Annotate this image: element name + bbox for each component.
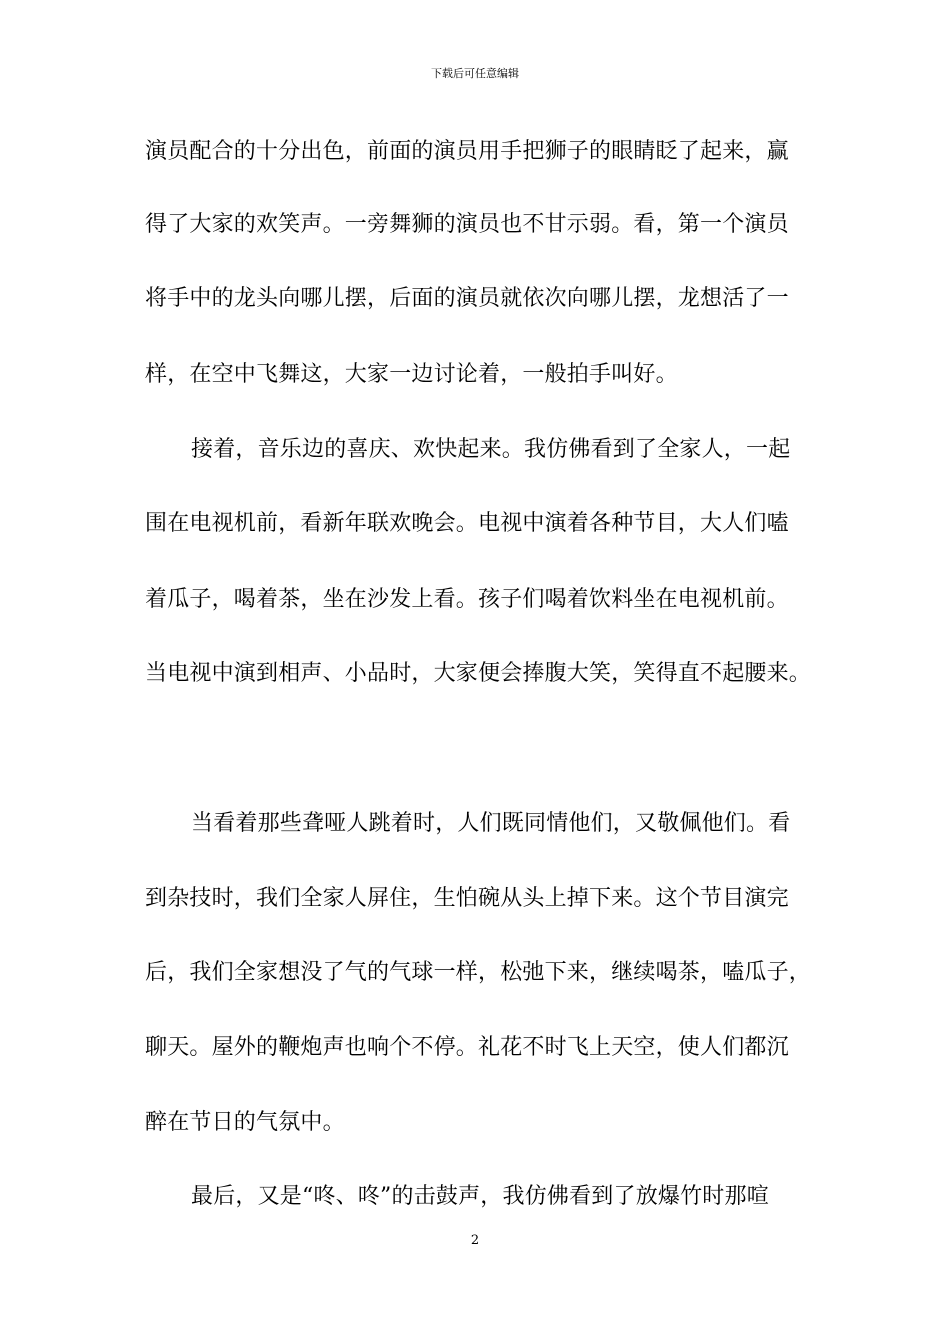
- text-line: 当电视中演到相声、小品时，大家便会捧腹大笑，笑得直不起腰来。: [145, 661, 812, 686]
- text-line: 演员配合的十分出色，前面的演员用手把狮子的眼睛眨了起来，赢: [145, 139, 789, 164]
- text-line: 醉在节日的气氛中。: [145, 1110, 345, 1135]
- text-line: 到杂技时，我们全家人屏住，生怕碗从头上掉下来。这个节目演完: [145, 886, 789, 911]
- text-line: 得了大家的欢笑声。一旁舞狮的演员也不甘示弱。看，第一个演员: [145, 212, 789, 237]
- text-line: 着瓜子，喝着茶，坐在沙发上看。孩子们喝着饮料坐在电视机前。: [145, 587, 789, 612]
- text-line: 后，我们全家想没了气的气球一样，松弛下来，继续喝茶，嗑瓜子，: [145, 960, 812, 985]
- text-line: 聊天。屋外的鞭炮声也响个不停。礼花不时飞上天空，使人们都沉: [145, 1035, 789, 1060]
- text-line: 样，在空中飞舞这，大家一边讨论着，一般拍手叫好。: [145, 362, 678, 387]
- page-header: 下载后可任意编辑: [431, 67, 519, 80]
- text-line: 将手中的龙头向哪儿摆，后面的演员就依次向哪儿摆，龙想活了一: [145, 286, 789, 311]
- page-number: 2: [470, 1233, 480, 1248]
- text-line: 最后，又是“咚、咚”的击鼓声，我仿佛看到了放爆竹时那喧: [191, 1184, 769, 1209]
- text-line: 围在电视机前，看新年联欢晚会。电视中演着各种节目，大人们嗑: [145, 511, 789, 536]
- text-line: 接着，音乐边的喜庆、欢快起来。我仿佛看到了全家人，一起: [191, 437, 791, 462]
- text-line: 当看着那些聋哑人跳着时，人们既同情他们，又敬佩他们。看: [191, 811, 791, 836]
